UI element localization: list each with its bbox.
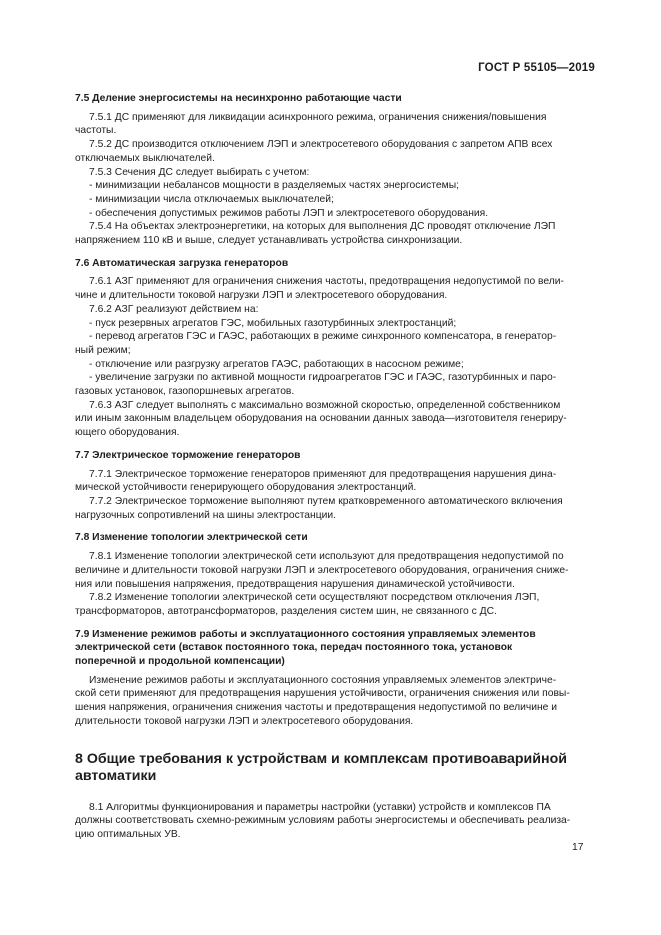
text-line: нагрузочных сопротивлений на шины электростанции.: [75, 509, 336, 521]
text-line: цию оптимальных УВ.: [75, 828, 181, 840]
text-line: 7.5.1 ДС применяют для ликвидации асинхронного режима, ограничения снижения/повышения: [89, 111, 547, 123]
text-line: - отключение или разгрузку агрегатов ГАЭС, работающих в насосном режиме;: [89, 358, 464, 370]
paragraph: [75, 138, 585, 165]
text-line: 7.5.4 На объектах электроэнергетики, на которых для выполнения ДС проводят отключение ЛЭП: [89, 221, 556, 233]
text-line: газовых установок, газопоршневых агрегатов.: [75, 386, 295, 398]
text-line: ный режим;: [75, 344, 131, 356]
text-line: - минимизации небалансов мощности в разделяемых частях энергосистемы;: [89, 180, 459, 192]
text-line: - обеспечения допустимых режимов работы ЛЭП и электросетевого оборудования.: [89, 207, 489, 219]
text-line: 7.5.2 ДС производится отключением ЛЭП и электросетевого оборудования с запретом АПВ всех: [89, 139, 553, 151]
text-line: шения напряжения, ограничения снижения частоты и предотвращения недопустимой по величине и: [75, 702, 558, 714]
paragraph: [75, 550, 585, 591]
paragraph: [75, 303, 585, 317]
paragraph: [75, 166, 585, 180]
heading-line: 7.7 Электрическое торможение генераторов: [75, 449, 301, 461]
text-line: 7.7.2 Электрическое торможение выполняют путем кратковременного автоматического включения: [89, 495, 563, 507]
text-line: - увеличение загрузки по активной мощности гидроагрегатов ГЭС и ГАЭС, газотурбинных и паро-: [89, 372, 557, 384]
text-line: или иным законным владельцем оборудования на основании данных завода—изготовителя генериру-: [75, 413, 567, 425]
paragraph: [75, 275, 585, 302]
paragraph: [75, 207, 585, 221]
text-line: чине и длительности токовой нагрузки ЛЭП и электросетевого оборудования.: [75, 290, 448, 302]
paragraph: [75, 371, 585, 398]
text-line: - пуск резервных агрегатов ГЭС, мобильных газотурбинных электростанций;: [89, 317, 457, 329]
section-heading: [75, 628, 585, 669]
section-heading: [75, 92, 585, 106]
paragraph: [75, 358, 585, 372]
paragraph: [75, 801, 585, 842]
text-line: - минимизации числа отключаемых выключателей;: [89, 193, 334, 205]
text-line: 7.6.2 АЗГ реализуют действием на:: [89, 303, 259, 315]
document-body: [75, 92, 585, 842]
paragraph: [75, 111, 585, 138]
text-line: 7.7.1 Электрическое торможение генераторов применяют для предотвращения нарушения дина-: [89, 468, 557, 480]
paragraph: [75, 495, 585, 522]
page-number: 17: [572, 842, 584, 853]
paragraph: [75, 193, 585, 207]
paragraph: [75, 468, 585, 495]
paragraph: [75, 674, 585, 729]
text-line: ской сети применяют для предотвращения нарушения устойчивости, ограничения снижения или повы-: [75, 688, 570, 700]
text-line: 8.1 Алгоритмы функционирования и параметры настройки (уставки) устройств и комплексов ПА: [89, 801, 551, 813]
text-line: величине и длительности токовой нагрузки ЛЭП и электросетевого оборудования, ограничения сниже-: [75, 564, 569, 576]
paragraph: [75, 220, 585, 247]
text-line: - перевод агрегатов ГЭС и ГАЭС, работающих в режиме синхронного компенсатора, в генератор-: [89, 331, 557, 343]
text-line: 7.5.3 Сечения ДС следует выбирать с учетом:: [89, 166, 310, 178]
paragraph: [75, 179, 585, 193]
text-line: длительности токовой нагрузки ЛЭП и электросетевого оборудования.: [75, 715, 414, 727]
text-line: Изменение режимов работы и эксплуатационного состояния управляемых элементов электриче-: [89, 674, 557, 686]
paragraph: [75, 330, 585, 357]
heading-line: 8 Общие требования к устройствам и комплексам противоаварийной: [75, 750, 567, 767]
text-line: частоты.: [75, 125, 117, 137]
section-heading: [75, 531, 585, 545]
text-line: 7.8.1 Изменение топологии электрической сети используют для предотвращения недопустимой по: [89, 551, 564, 563]
heading-line: 7.6 Автоматическая загрузка генераторов: [75, 257, 289, 269]
text-line: должны соответствовать схемно-режимным условиям работы энергосистемы и обеспечивать реализа-: [75, 815, 571, 827]
text-line: мической устойчивости генерирующего оборудования электростанций.: [75, 482, 417, 494]
section-heading: [75, 257, 585, 271]
paragraph: [75, 591, 585, 618]
text-line: 7.8.2 Изменение топологии электрической сети осуществляют посредством отключения ЛЭП,: [89, 592, 540, 604]
text-line: отключаемых выключателей.: [75, 152, 215, 164]
heading-line: 7.9 Изменение режимов работы и эксплуатационного состояния управляемых элементов: [75, 628, 536, 640]
standard-number: ГОСТ Р 55105—2019: [478, 62, 595, 74]
section-heading: [75, 449, 585, 463]
heading-line: 7.8 Изменение топологии электрической сети: [75, 532, 308, 544]
text-line: напряжением 110 кВ и выше, следует устанавливать устройства синхронизации.: [75, 235, 463, 247]
chapter-heading: [75, 751, 585, 785]
heading-line: 7.5 Деление энергосистемы на несинхронно работающие части: [75, 93, 402, 104]
text-line: трансформаторов, автотрансформаторов, разделения систем шин, не связанного с ДС.: [75, 605, 497, 617]
heading-line: поперечной и продольной компенсации): [75, 656, 285, 668]
text-line: ния или повышения напряжения, предотвращения нарушения динамической устойчивости.: [75, 578, 515, 590]
text-line: 7.6.1 АЗГ применяют для ограничения снижения частоты, предотвращения недопустимой по вели-: [89, 276, 564, 288]
paragraph: [75, 399, 585, 440]
heading-line: автоматики: [75, 767, 157, 784]
heading-line: электрической сети (вставок постоянного тока, передач постоянного тока, установок: [75, 642, 513, 654]
text-line: ющего оборудования.: [75, 427, 180, 439]
text-line: 7.6.3 АЗГ следует выполнять с максимально возможной скоростью, определенной собственником: [89, 399, 561, 411]
paragraph: [75, 317, 585, 331]
